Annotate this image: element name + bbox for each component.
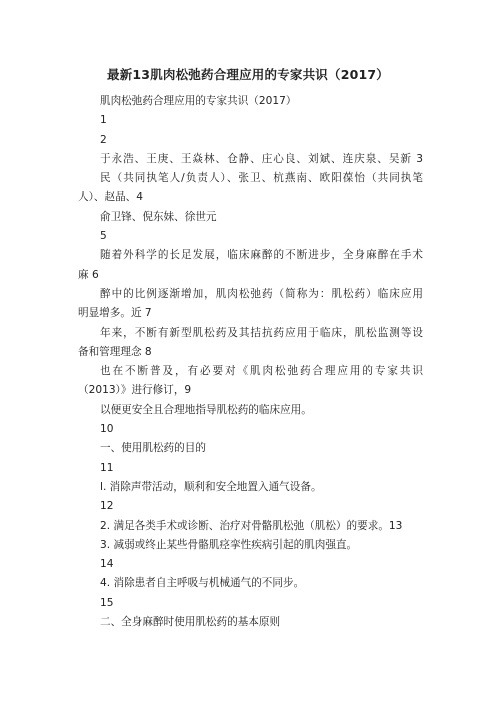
text-line: 于永浩、王庚、王焱林、仓静、庄心良、刘斌、连庆泉、吴新 3: [100, 152, 423, 165]
text-line: 15: [100, 596, 114, 609]
text-line: 随着外科学的长足发展，临床麻醉的不断进步，全身麻醉在手术: [100, 249, 423, 262]
text-line: 人）、赵晶、4: [78, 191, 144, 204]
text-line: 俞卫锋、倪东妹、徐世元: [100, 210, 217, 223]
text-line: 一、使用肌松药的目的: [100, 442, 206, 455]
text-line: 2. 满足各类手术或诊断、治疗对骨骼肌松弛（肌松）的要求。13: [100, 519, 403, 532]
text-line: 备和管理理念 8: [78, 345, 152, 358]
text-line: 1: [100, 114, 107, 127]
text-line: 以便更安全且合理地指导肌松药的临床应用。: [100, 403, 312, 416]
text-line: 14: [100, 558, 114, 571]
text-line: 醉中的比例逐渐增加，肌肉松弛药（简称为：肌松药）临床应用: [100, 287, 423, 300]
text-line: 民（共同执笔人/负责人）、张卫、杭燕南、欧阳葆怡（共同执笔: [100, 172, 423, 185]
text-line: 明显增多。近 7: [78, 307, 152, 320]
text-line: 2: [100, 133, 107, 146]
text-line: 5: [100, 230, 107, 243]
text-line: 年来，不断有新型肌松药及其拮抗药应用于临床，肌松监测等设: [100, 326, 423, 339]
text-line: （2013）》进行修订，9: [78, 384, 192, 397]
text-line: 麻 6: [78, 268, 99, 281]
text-line: 11: [100, 461, 114, 474]
text-line: 也在不断普及，有必要对《肌肉松弛药合理应用的专家共识: [100, 365, 423, 378]
text-line: 10: [100, 423, 114, 436]
text-line: 12: [100, 500, 114, 513]
text-line: 肌肉松弛药合理应用的专家共识（2017）: [100, 95, 297, 107]
text-line: 4. 消除患者自主呼吸与机械通气的不同步。: [100, 577, 305, 590]
text-line: 3. 减弱或终止某些骨骼肌痉挛性疾病引起的肌肉强直。: [100, 538, 358, 551]
document-body: [78, 92, 423, 632]
document-title: 最新13肌肉松弛药合理应用的专家共识（2017）: [107, 67, 389, 82]
text-line: l. 消除声带活动，顺利和安全地置入通气设备。: [100, 480, 322, 493]
text-line: 二、全身麻醉时使用肌松药的基本原则: [100, 616, 281, 629]
